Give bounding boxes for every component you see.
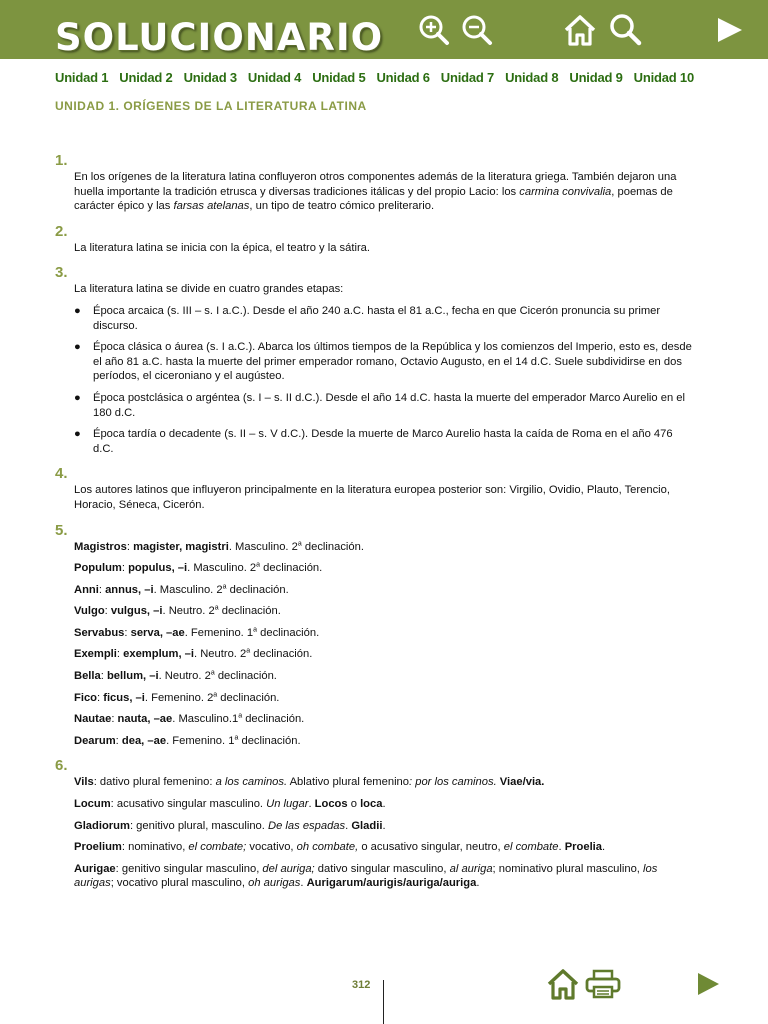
text-span: ; vocativo plural masculino, <box>110 877 249 890</box>
question-2 <box>55 223 695 256</box>
answer-text <box>74 170 695 214</box>
text-span: . <box>345 819 352 832</box>
bold-term: Locum <box>74 798 111 811</box>
question-number: 1. <box>55 152 68 169</box>
text-span: . Femenino. 1 <box>184 626 254 639</box>
text-span: : <box>97 691 104 704</box>
question-number: 6. <box>55 757 68 775</box>
header-bar <box>0 0 768 59</box>
italic-term: del auriga; <box>262 862 315 875</box>
text-span: . Neutro. 2 <box>194 648 247 661</box>
bold-term: Exempli <box>74 648 117 661</box>
italic-term: Un lugar <box>266 798 309 811</box>
text-span: . Masculino.1 <box>172 713 239 726</box>
text-span: declinación. <box>257 626 320 639</box>
declension-entry <box>74 540 695 555</box>
text-span: : genitivo singular masculino, <box>115 862 263 875</box>
bold-term: dea, –ae <box>121 734 167 747</box>
superscript: a <box>246 647 251 655</box>
text-span: : acusativo singular masculino. <box>110 798 267 811</box>
italic-term: al auriga <box>449 862 493 875</box>
analysis-entry <box>74 840 695 855</box>
text-span: : <box>121 562 129 575</box>
text-span: declinación. <box>238 734 301 747</box>
nav-unidad-10[interactable]: Unidad 10 <box>633 70 694 85</box>
bullet-icon: ● <box>74 428 81 441</box>
italic-term: : por los caminos. <box>409 776 497 789</box>
text-span: . <box>300 877 307 890</box>
next-page-icon[interactable] <box>694 970 722 998</box>
italic-term: a los caminos. <box>215 776 288 789</box>
text-span: declinación. <box>217 691 280 704</box>
bold-term: Bella <box>74 670 101 683</box>
declension-entry <box>74 583 695 598</box>
declension-entry <box>74 647 695 662</box>
text-span: declinación. <box>242 713 305 726</box>
text-span: : <box>100 670 107 683</box>
home-icon[interactable] <box>562 12 598 48</box>
nav-unidad-5[interactable]: Unidad 5 <box>312 70 366 85</box>
answer-text: Los autores latinos que influyeron principalmente en la literatura europea posterior son: Virgilio, Ovidio, Plauto, Terencio, Horacio, Séneca, Cicerón. <box>74 484 670 511</box>
text-span: : <box>116 648 124 661</box>
question-number: 2. <box>55 222 68 240</box>
list-item-text: Época arcaica (s. III – s. I a.C.). Desde el año 240 a.C. hasta el 81 a.C., fecha en que Cicerón pronuncia su primer discurso. <box>93 304 661 332</box>
bold-term: Servabus <box>74 626 125 639</box>
text-span: . <box>382 798 386 811</box>
superscript: a <box>213 690 218 698</box>
text-span: : dativo plural femenino: <box>93 776 216 789</box>
italic-term: carmina convivalia <box>519 185 612 198</box>
analysis-entry <box>74 862 695 891</box>
text-span: vocativo, <box>246 841 297 854</box>
text-span: declinación. <box>301 540 364 553</box>
bold-term: Proelia <box>564 841 603 854</box>
text-span: . <box>558 841 565 854</box>
nav-unidad-6[interactable]: Unidad 6 <box>376 70 430 85</box>
answer-text: La literatura latina se inicia con la épica, el teatro y la sátira. <box>74 241 371 254</box>
text-span: declinación. <box>260 562 323 575</box>
declension-entry <box>74 561 695 576</box>
text-span: . Masculino. 2 <box>153 583 223 596</box>
text-span: ; nominativo plural masculino, <box>492 862 644 875</box>
page-number: 312 <box>352 979 371 991</box>
bold-term: Anni <box>74 583 99 596</box>
bold-term: loca <box>360 798 383 811</box>
bold-term: Dearum <box>74 734 116 747</box>
text-span: Ablativo plural femenino <box>287 776 410 789</box>
declension-entry <box>74 734 695 749</box>
bold-term: Gladii <box>351 819 383 832</box>
superscript: a <box>214 604 219 612</box>
analysis-entry <box>74 819 695 834</box>
bold-term: exemplum, –i <box>123 648 195 661</box>
analysis-entry <box>74 775 695 790</box>
declension-entry <box>74 604 695 619</box>
text-span: . <box>602 841 606 854</box>
bold-term: Vils <box>74 776 94 789</box>
list-item <box>74 427 695 456</box>
bold-term: bellum, –i <box>106 670 159 683</box>
list-item <box>74 304 695 333</box>
nav-unidad-4[interactable]: Unidad 4 <box>247 70 302 85</box>
list-item <box>74 391 695 420</box>
print-icon[interactable] <box>585 969 621 999</box>
bold-term: vulgus, –i <box>110 605 163 618</box>
declension-entry <box>74 669 695 684</box>
analysis-entry <box>74 797 695 812</box>
period-list <box>74 304 695 456</box>
text-span: . Neutro. 2 <box>162 605 215 618</box>
italic-term: oh aurigas <box>248 877 301 890</box>
text-span: , un tipo de teatro cómico preliterario. <box>249 200 435 213</box>
bullet-icon: ● <box>74 391 81 404</box>
italic-term: oh combate, <box>296 841 359 854</box>
bold-term: serva, –ae <box>130 626 185 639</box>
bold-term: Viae/via. <box>499 776 545 789</box>
text-span: : genitivo plural, masculino. <box>129 819 268 832</box>
text-span: . Masculino. 2 <box>228 540 298 553</box>
text-span: : <box>126 540 134 553</box>
next-page-icon[interactable] <box>712 12 748 48</box>
answer-intro: La literatura latina se divide en cuatro grandes etapas: <box>74 283 344 296</box>
bold-term: ficus, –i <box>103 691 145 704</box>
text-span: . <box>382 819 386 832</box>
bold-term: Gladiorum <box>74 819 130 832</box>
solutions-content <box>55 152 695 900</box>
nav-unidad-2[interactable]: Unidad 2 <box>119 70 173 85</box>
bold-term: Locos <box>314 798 348 811</box>
text-span: declinación. <box>250 648 313 661</box>
unit-navigation <box>55 70 755 85</box>
declension-entry <box>74 626 695 641</box>
bold-term: nauta, –ae <box>117 713 173 726</box>
question-number: 3. <box>55 264 68 282</box>
bold-term: annus, –i <box>105 583 154 596</box>
text-span: declinación. <box>226 583 289 596</box>
bullet-icon: ● <box>74 304 81 317</box>
text-span: . <box>308 798 315 811</box>
text-span: . Femenino. 1 <box>166 734 235 747</box>
superscript: a <box>238 712 243 720</box>
bold-term: populus, –i <box>128 562 188 575</box>
declension-entry <box>74 691 695 706</box>
superscript: a <box>256 561 261 569</box>
list-item-text: Época clásica o áurea (s. I a.C.). Abarca los últimos tiempos de la República y los comienzos del Imperio, esto es, desde el año 81 a.C. hasta la muerte del primer emperador romano, Octavio Augusto, en el 14 d.C. Suele subdividirse en dos períodos, el ciceroniano y el augústeo. <box>93 341 692 383</box>
unit-title: UNIDAD 1. ORÍGENES DE LA LITERATURA LATINA <box>55 99 367 113</box>
italic-term: el combate; <box>188 841 247 854</box>
home-icon[interactable] <box>546 967 580 1001</box>
bullet-icon: ● <box>74 341 81 354</box>
text-span: : <box>115 734 122 747</box>
question-1 <box>55 152 695 214</box>
bold-term: Nautae <box>74 713 112 726</box>
superscript: a <box>222 582 227 590</box>
text-span: . <box>476 877 480 890</box>
question-number: 5. <box>55 521 68 539</box>
list-item-text: Época tardía o decadente (s. II – s. V d.C.). Desde la muerte de Marco Aurelio hasta la caída de Roma en el año 476 d.C. <box>93 428 673 455</box>
nav-unidad-7[interactable]: Unidad 7 <box>440 70 495 85</box>
bold-term: Populum <box>74 562 122 575</box>
text-span: declinación. <box>218 605 281 618</box>
text-span: . Neutro. 2 <box>158 670 211 683</box>
question-4 <box>55 465 695 512</box>
question-number: 4. <box>55 465 68 483</box>
nav-unidad-1[interactable]: Unidad 1 <box>55 70 109 85</box>
nav-unidad-9[interactable]: Unidad 9 <box>569 70 623 85</box>
question-5 <box>55 522 695 749</box>
text-span: o <box>347 798 361 811</box>
text-span: En los orígenes de la literatura latina confluyeron otros componentes además de la literatura griega. También dejaron una huella importante la tradición etrusca y diversas tradiciones itálicas y del propio Lacio: los <box>74 171 677 198</box>
zoom-out-icon[interactable] <box>459 12 495 48</box>
superscript: a <box>297 539 302 547</box>
footer-divider <box>383 980 384 1024</box>
bold-term: Aurigae <box>74 862 116 875</box>
bold-term: Vulgo <box>74 605 105 618</box>
italic-term: los aurigas <box>74 862 658 890</box>
text-span: : <box>111 713 118 726</box>
italic-term: De las espadas <box>268 819 346 832</box>
text-span: : nominativo, <box>121 841 189 854</box>
bold-term: magister, magistri <box>133 540 229 553</box>
nav-unidad-8[interactable]: Unidad 8 <box>505 70 559 85</box>
text-span: : <box>98 583 106 596</box>
superscript: a <box>210 669 215 677</box>
bold-term: Magistros <box>74 540 127 553</box>
text-span: declinación. <box>214 670 277 683</box>
text-span: : <box>104 605 111 618</box>
text-span: . Femenino. 2 <box>144 691 214 704</box>
bold-term: Proelium <box>74 841 122 854</box>
bold-term: Aurigarum/aurigis/auriga/auriga <box>306 877 477 890</box>
italic-term: el combate <box>503 841 559 854</box>
text-span: dativo singular masculino, <box>314 862 450 875</box>
superscript: a <box>253 626 258 634</box>
italic-term: farsas atelanas <box>173 200 250 213</box>
superscript: a <box>234 734 239 742</box>
list-item <box>74 340 695 384</box>
question-6 <box>55 757 695 891</box>
text-span: . Masculino. 2 <box>187 562 257 575</box>
zoom-in-icon[interactable] <box>416 12 452 48</box>
brand-title: SOLUCIONARIO <box>55 16 384 59</box>
text-span: o acusativo singular, neutro, <box>358 841 504 854</box>
nav-unidad-3[interactable]: Unidad 3 <box>183 70 237 85</box>
text-span: : <box>124 626 131 639</box>
declension-entry <box>74 712 695 727</box>
search-icon[interactable] <box>607 12 643 48</box>
text-span: , poemas de carácter épico y las <box>74 185 673 213</box>
question-3 <box>55 264 695 456</box>
declension-list <box>74 540 695 749</box>
list-item-text: Época postclásica o argéntea (s. I – s. II d.C.). Desde el año 14 d.C. hasta la muerte del emperador Marco Aurelio en el 180 d.C. <box>93 391 686 419</box>
bold-term: Fico <box>74 691 97 704</box>
